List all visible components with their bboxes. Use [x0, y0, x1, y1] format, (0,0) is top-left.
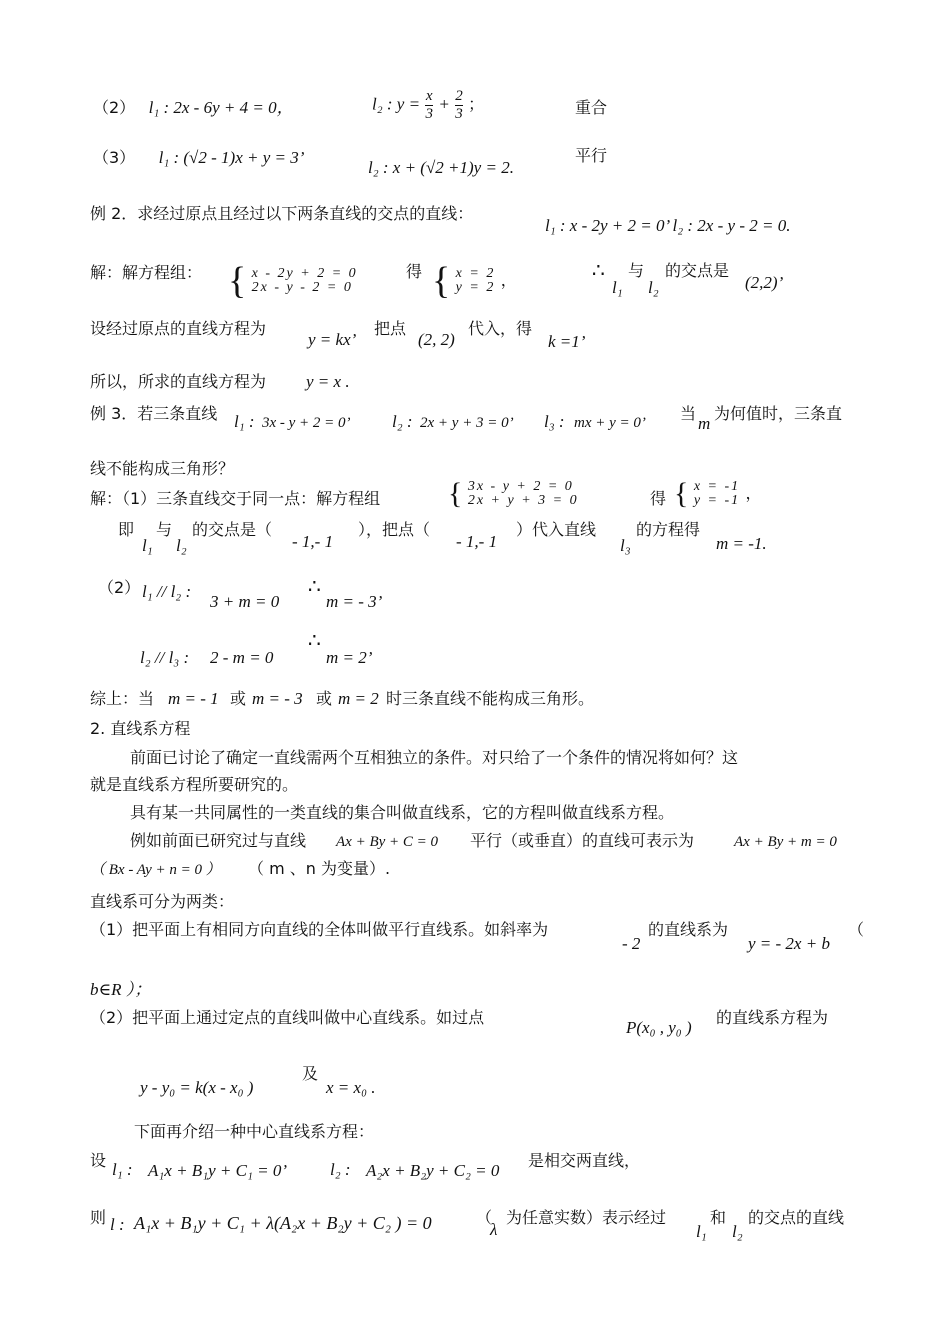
brace: { — [448, 477, 463, 510]
intersection-text: 的交点是（ — [192, 520, 273, 539]
variables-text: （ m 、n 为变量）. — [248, 859, 391, 878]
case-label: （3） — [93, 148, 136, 167]
case-label: （2） — [98, 578, 141, 597]
point-neg1-neg1: - 1,- 1 — [292, 532, 334, 551]
line-case-2 — [93, 98, 294, 118]
system-2-solution — [674, 479, 762, 509]
brace: { — [432, 260, 451, 302]
result-parallel: 平行 — [575, 146, 608, 165]
through-intersection-text: 的交点的直线 — [748, 1208, 845, 1227]
equation-l2-fraction — [372, 88, 484, 122]
and-word: 和 — [710, 1208, 727, 1227]
comma: ， — [745, 483, 762, 503]
line-l3-label: l₃ — [620, 536, 631, 555]
line-l2-label: l₂ — [176, 536, 187, 555]
system-eq-a: x - 2y + 2 = 0 — [251, 266, 358, 281]
fraction-numerator: 2 — [455, 88, 463, 104]
equation-l1: 3x - y + 2 = 0’ — [262, 415, 351, 431]
b-in-R: b∈R ）； — [90, 980, 152, 999]
system-eq-a: 3x - y + 2 = 0 — [467, 479, 574, 494]
therefore-symbol: ∴ — [308, 628, 321, 652]
equation-l1: l₁ : 2x - 6y + 4 = 0， — [148, 98, 294, 117]
or-word: 或 — [230, 689, 247, 708]
parallel-system-text: （1）把平面上有相同方向直线的全体叫做平行直线系。如斜率为 — [90, 920, 549, 939]
substitute-point-text: ），把点（ — [358, 520, 431, 539]
fixed-point: P(x₀ , y₀ ) — [626, 1018, 692, 1037]
system-equations — [468, 480, 579, 508]
put-point-text: 把点 — [374, 319, 407, 338]
equation-l3: mx + y = 0’ — [574, 415, 646, 431]
example-2-lines: l₁ : x - 2y + 2 = 0’ l₂ : 2x - y - 2 = 0. — [545, 216, 791, 235]
open-paren: （ — [848, 920, 865, 939]
therefore-symbol: ∴ — [308, 574, 321, 598]
line-l-label: l : — [110, 1215, 125, 1234]
fraction-2-over-3 — [455, 88, 463, 122]
parallel-system-equation: y = - 2x + b — [748, 934, 830, 953]
solution-case-1: 解：（1）三条直线交于同一点：解方程组 — [90, 489, 381, 508]
line-case-3 — [93, 148, 304, 168]
central-system-text: （2）把平面上通过定点的直线叫做中心直线系。如过点 — [90, 1008, 485, 1027]
line-system-is-text: 的直线系为 — [648, 920, 729, 939]
fraction-x-over-3 — [425, 88, 433, 122]
point-2-2: (2, 2) — [418, 330, 455, 349]
line-l2-label: l₂ — [732, 1222, 743, 1241]
m-value-1: m = - 1 — [168, 689, 219, 708]
line-l1-label: l₁ : — [112, 1160, 133, 1179]
therefore-symbol: ∴ — [592, 258, 605, 282]
substitute-text: 代入，得 — [468, 319, 533, 338]
definition-paragraph: 具有某一共同属性的一类直线的集合叫做直线系，它的方程叫做直线系方程。 — [130, 803, 675, 822]
example-3-question: 为何值时，三条直 — [714, 404, 843, 423]
line-l1-label: l₁ — [612, 278, 623, 297]
into-line-text: ）代入直线 — [516, 520, 597, 539]
system-2 — [448, 479, 579, 509]
equation-l2-prefix: l₂ : y = — [372, 94, 421, 114]
semicolon: ； — [468, 94, 485, 114]
lambda-symbol: λ — [490, 1220, 498, 1239]
example-text: 例如前面已研究过与直线 — [130, 831, 307, 850]
equation-perpendicular: （ Bx - Ay + n = 0 ） — [90, 862, 221, 878]
general-equation-l1: A₁x + B₁y + C₁ = 0’ — [148, 1161, 288, 1180]
system-1 — [228, 262, 358, 300]
equation-parallel: Ax + By + m = 0 — [734, 834, 837, 850]
solution-label: 解：解方程组： — [90, 263, 203, 282]
intersecting-lines-text: 是相交两直线， — [528, 1151, 641, 1170]
m-result: m = -1. — [716, 534, 767, 553]
k-value: k =1’ — [548, 332, 586, 351]
or-word: 或 — [316, 689, 333, 708]
section-heading: 2. 直线系方程 — [90, 719, 191, 738]
line-l2-label: l₂ : — [330, 1160, 351, 1179]
m-result: m = 2’ — [326, 648, 373, 667]
when-word: 当 — [680, 404, 697, 423]
line-l2-label: l₂ — [648, 278, 659, 297]
line-l2-label: l₂ : — [392, 412, 413, 431]
and-word: 与 — [156, 520, 173, 539]
plus-sign: + — [438, 94, 450, 114]
summary-prefix: 综上：当 — [90, 689, 155, 708]
let-word: 设 — [90, 1151, 107, 1170]
parallel-l2-l3: l₂ // l₃ : — [140, 648, 190, 667]
summary-suffix: 时三条直线不能构成三角形。 — [386, 689, 595, 708]
m-result: m = - 3’ — [326, 592, 383, 611]
fraction-denominator: 3 — [425, 105, 433, 122]
conclusion-text: 所以，所求的直线方程为 — [90, 372, 267, 391]
condition-equation: 2 - m = 0 — [210, 648, 274, 667]
de-word: 得 — [650, 489, 667, 508]
line-l3-label: l₃ : — [544, 412, 565, 431]
paragraph-1-line-1: 前面已讨论了确定一直线需两个互相独立的条件。对只给了一个条件的情况将如何？这 — [130, 748, 739, 767]
parallel-l1-l2: l₁ // l₂ : — [142, 582, 192, 601]
line-l1-label: l₁ — [696, 1222, 707, 1241]
system-eq-b: 2x + y + 3 = 0 — [467, 493, 579, 508]
solution-x: x = 2 — [455, 266, 496, 281]
system-solution — [694, 480, 740, 508]
assume-text: 设经过原点的直线方程为 — [90, 319, 267, 338]
line-l1-label: l₁ — [142, 536, 153, 555]
variable-m: m — [698, 414, 711, 433]
namely-word: 即 — [118, 520, 135, 539]
line-l1-label: l₁ : — [234, 412, 255, 431]
point-slope-equation: y - y₀ = k(x - x₀ ) — [140, 1078, 254, 1097]
equation-gives-text: 的方程得 — [636, 520, 701, 539]
point-neg1-neg1: - 1,- 1 — [456, 532, 498, 551]
intro-central-system: 下面再介绍一种中心直线系方程： — [134, 1122, 375, 1141]
paragraph-1-line-2: 就是直线系方程所要研究的。 — [90, 775, 299, 794]
intersection-point: (2,2)’ — [745, 273, 784, 292]
slope-value: - 2 — [622, 934, 641, 953]
and-word: 与 — [628, 261, 645, 280]
general-equation-l2: A₂x + B₂y + C₂ = 0 — [366, 1161, 500, 1180]
and-word: 及 — [302, 1064, 319, 1083]
solution-y: y = -1 — [693, 493, 741, 508]
line-system-equation-is-text: 的直线系方程为 — [716, 1008, 829, 1027]
system-equations — [252, 267, 358, 295]
equation-y-kx: y = kx’ — [308, 330, 357, 349]
pencil-equation: A₁x + B₁y + C₁ + λ(A₂x + B₂y + C₂ ) = 0 — [134, 1213, 432, 1233]
result-coincide: 重合 — [575, 98, 608, 117]
equation-l2: l₂ : x + (√2 +1)y = 2. — [368, 158, 514, 177]
example-3-question-cont: 线不能构成三角形？ — [90, 459, 235, 478]
vertical-line-equation: x = x₀ . — [326, 1078, 376, 1097]
equation-general: Ax + By + C = 0 — [336, 834, 439, 850]
brace: { — [228, 260, 247, 302]
system-solution — [456, 267, 496, 295]
condition-equation: 3 + m = 0 — [210, 592, 280, 611]
solution-y: y = 2 — [455, 280, 496, 295]
then-word: 则 — [90, 1208, 107, 1227]
classification-text: 直线系可分为两类： — [90, 892, 235, 911]
intersection-text: 的交点是 — [665, 261, 730, 280]
example-3-text: 例 3．若三条直线 — [90, 404, 218, 423]
arbitrary-real-text: 为任意实数）表示经过 — [506, 1208, 667, 1227]
system-eq-b: 2x - y - 2 = 0 — [251, 280, 353, 295]
case-label: （2） — [93, 98, 136, 117]
de-word: 得 — [406, 262, 423, 281]
parallel-perp-text: 平行（或垂直）的直线可表示为 — [470, 831, 695, 850]
m-value-2: m = - 3 — [252, 689, 303, 708]
brace: { — [674, 477, 689, 510]
comma: ， — [500, 270, 517, 290]
equation-l1: l₁ : (√2 - 1)x + y = 3’ — [158, 148, 305, 167]
result-equation: y = x . — [306, 372, 350, 391]
fraction-denominator: 3 — [455, 105, 463, 122]
example-2-text: 例 2．求经过原点且经过以下两条直线的交点的直线： — [90, 204, 474, 223]
m-value-3: m = 2 — [338, 689, 379, 708]
system-1-solution — [432, 262, 517, 300]
open-paren: （ — [476, 1208, 493, 1227]
fraction-numerator: x — [425, 88, 433, 104]
solution-x: x = -1 — [693, 479, 741, 494]
equation-l2: 2x + y + 3 = 0’ — [420, 415, 514, 431]
